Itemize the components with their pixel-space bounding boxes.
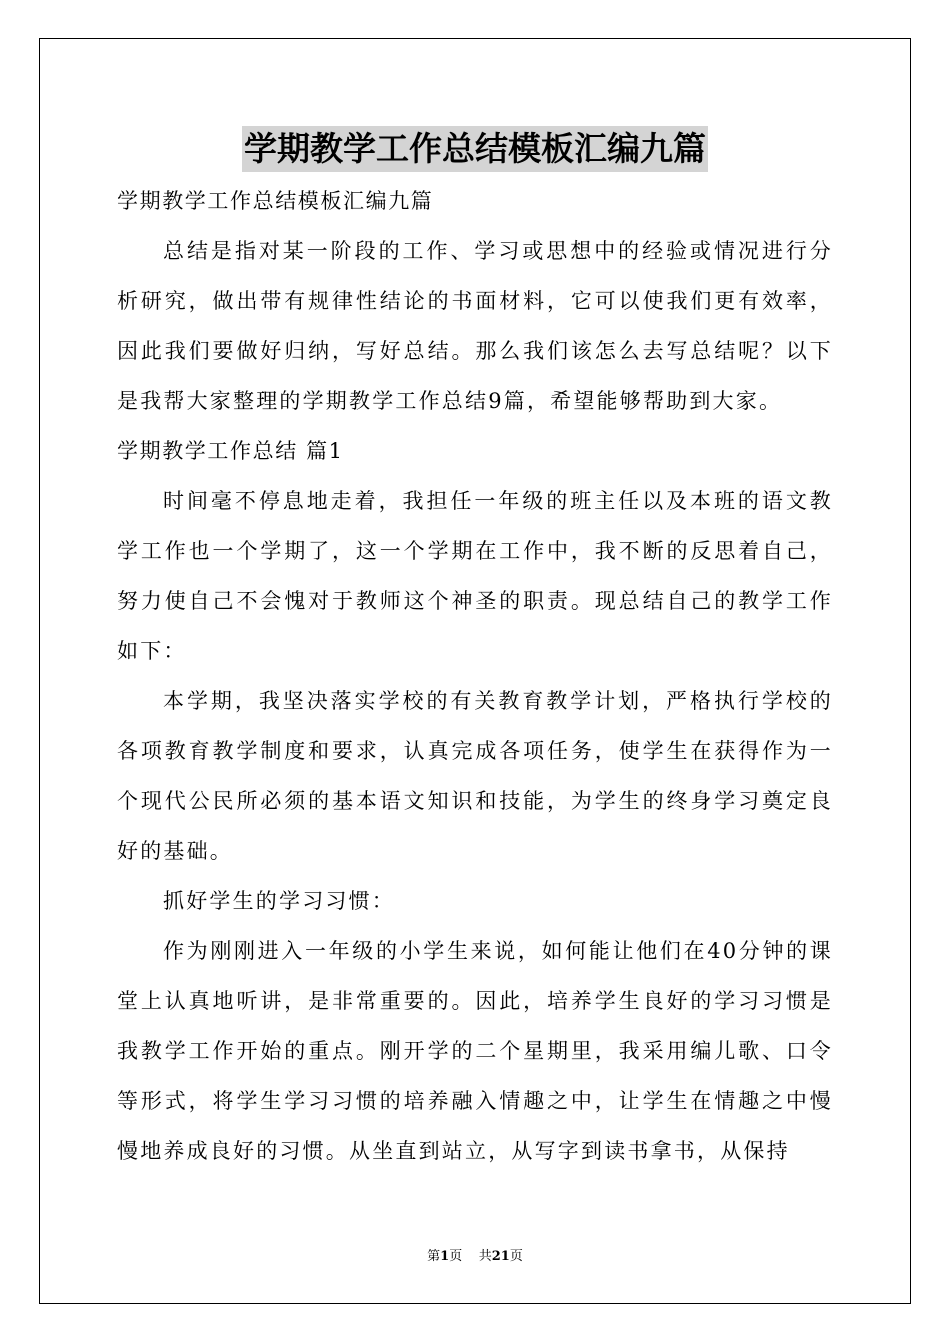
body-paragraph: 时间毫不停息地走着，我担任一年级的班主任以及本班的语文教学工作也一个学期了，这一个学期在工作中，我不断的反思着自己，努力使自己不会愧对于教师这个神圣的职责。现总结自己的教学工作如下： (117, 489, 833, 663)
page-number-current: 1 (440, 1249, 450, 1264)
section-heading: 学期教学工作总结模板汇编九篇 (117, 189, 434, 213)
page-total-count: 21 (491, 1249, 510, 1264)
body-paragraph: 总结是指对某一阶段的工作、学习或思想中的经验或情况进行分析研究，做出带有规律性结论的书面材料，它可以使我们更有效率，因此我们要做好归纳，写好总结。那么我们该怎么去写总结呢？以下是我帮大家整理的学期教学工作总结9篇，希望能够帮助到大家。 (117, 239, 833, 413)
page-total-suffix: 页 (509, 1249, 523, 1264)
page-number-prefix: 第 (427, 1249, 441, 1264)
document-body (117, 176, 833, 1176)
page-total-prefix: 共 (478, 1249, 492, 1264)
document-title: 学期教学工作总结模板汇编九篇 (242, 126, 708, 172)
body-paragraph: 作为刚刚进入一年级的小学生来说，如何能让他们在40分钟的课堂上认真地听讲，是非常重要的。因此，培养学生良好的学习习惯是我教学工作开始的重点。刚开学的二个星期里，我采用编儿歌、口令等形式，将学生学习习惯的培养融入情趣之中，让学生在情趣之中慢慢地养成良好的习惯。从坐直到站立，从写字到读书拿书，从保持 (117, 939, 833, 1163)
body-paragraph: 抓好学生的学习习惯： (163, 889, 395, 913)
title-container (0, 126, 950, 172)
body-paragraph: 本学期，我坚决落实学校的有关教育教学计划，严格执行学校的各项教育教学制度和要求，认真完成各项任务，使学生在获得作为一个现代公民所必须的基本语文知识和技能，为学生的终身学习奠定良好的基础。 (117, 689, 833, 863)
section-heading: 学期教学工作总结 篇1 (117, 439, 344, 463)
page-footer (0, 1248, 950, 1266)
page-number-suffix: 页 (449, 1249, 463, 1264)
